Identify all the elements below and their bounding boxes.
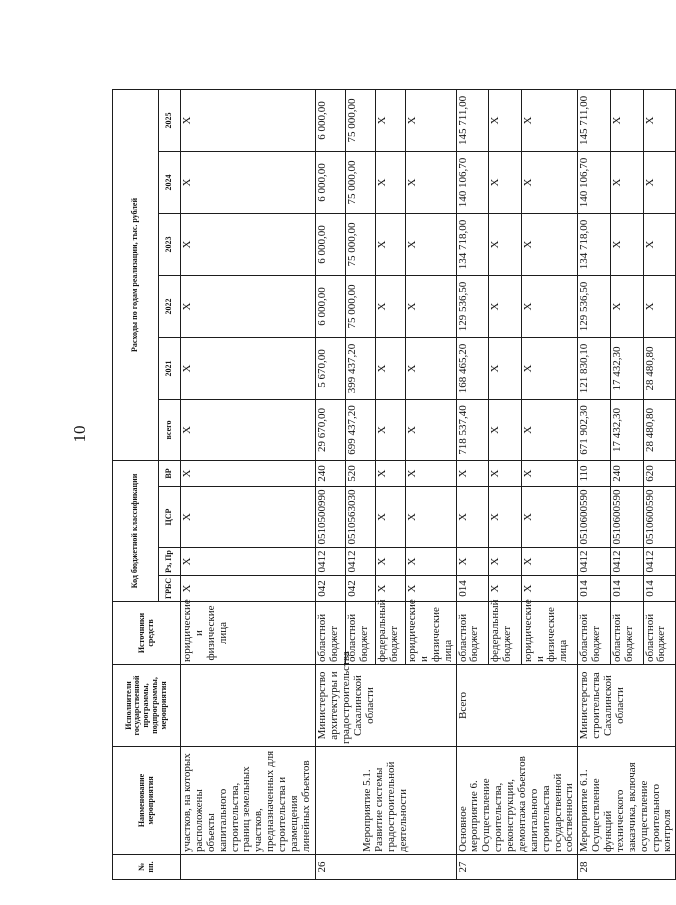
cell-vr: X [181,460,316,486]
cell-csr: 0510563030 [346,487,376,548]
row-source: областной бюджет [578,602,611,665]
cell-total: 671 902,30 [578,399,611,460]
cell-2023: 134 718,00 [456,213,489,275]
cell-rzpr: X [406,548,457,576]
header-2024: 2024 [159,151,181,213]
cell-csr: 0510600590 [643,487,676,548]
cell-csr: X [406,487,457,548]
cell-vr: 240 [610,460,643,486]
cell-2024: X [643,151,676,213]
cell-2025: X [376,89,406,151]
cell-rzpr: 0412 [316,548,346,576]
header-kbk: Код бюджетной классификации [113,460,159,601]
cell-2025: X [610,89,643,151]
row-source: областной бюджет [456,602,489,665]
row-source: юридические и физические лица [521,602,578,665]
cell-2022: X [489,275,522,337]
cell-rzpr: X [456,548,489,576]
cell-2022: X [376,275,406,337]
cell-2022: X [181,275,316,337]
table-row [181,19,316,879]
header-2025: 2025 [159,89,181,151]
header-num: № пп. [113,855,181,880]
cell-total: 718 537,40 [456,399,489,460]
cell-2024: X [406,151,457,213]
cell-2023: X [521,213,578,275]
cell-2024: X [610,151,643,213]
cell-total: X [406,399,457,460]
cell-2023: X [406,213,457,275]
cell-2025: 145 711,00 [456,89,489,151]
cell-grbs: 014 [456,576,489,602]
cell-2025: X [489,89,522,151]
row-source: областной бюджет [643,602,676,665]
cell-vr: 110 [578,460,611,486]
cell-csr: X [489,487,522,548]
cell-2024: 75 000,00 [346,151,376,213]
header-2021: 2021 [159,337,181,399]
header-expenses: Расходы по годам реализации, тыс. рублей [113,89,159,460]
row-num: 26 [316,855,457,880]
row-executor: Всего [456,665,578,747]
cell-2024: X [489,151,522,213]
row-name: Основное мероприятие 6. Осуществление строительства, реконструкции, демонтажа объектов капитального строительства государственной собственности [456,747,578,855]
cell-grbs: X [376,576,406,602]
row-executor: Министерство архитектуры и градостроительства Сахалинской области [316,665,457,747]
row-source: областной бюджет [610,602,643,665]
cell-csr: X [181,487,316,548]
cell-2021: X [489,337,522,399]
cell-rzpr: X [521,548,578,576]
cell-vr: 240 [316,460,346,486]
cell-total: 699 437,20 [346,399,376,460]
cell-total: X [489,399,522,460]
cell-2024: X [181,151,316,213]
cell-vr: X [406,460,457,486]
cell-2021: 399 437,20 [346,337,376,399]
cell-vr: 620 [643,460,676,486]
cell-2021: 28 480,80 [643,337,676,399]
cell-total: 29 670,00 [316,399,346,460]
cell-rzpr: 0412 [346,548,376,576]
cell-2022: 129 536,50 [578,275,611,337]
cell-rzpr: 0412 [643,548,676,576]
cell-2025: 145 711,00 [578,89,611,151]
header-total: всего [159,399,181,460]
cell-grbs: 014 [610,576,643,602]
cell-2024: X [376,151,406,213]
cell-2023: 75 000,00 [346,213,376,275]
cell-csr: 0510600590 [610,487,643,548]
cell-2023: X [181,213,316,275]
header-rzpr: Рз, Пр [159,548,181,576]
cell-2022: X [406,275,457,337]
cell-grbs: X [181,576,316,602]
cell-2021: 17 432,30 [610,337,643,399]
row-source: областной бюджет [316,602,346,665]
cell-2021: X [406,337,457,399]
cell-rzpr: 0412 [610,548,643,576]
cell-csr: X [521,487,578,548]
cell-2025: X [406,89,457,151]
row-num: 27 [456,855,578,880]
cell-2025: 75 000,00 [346,89,376,151]
cell-2023: 134 718,00 [578,213,611,275]
cell-2022: X [610,275,643,337]
row-num [181,855,316,880]
cell-2023: 6 000,00 [316,213,346,275]
cell-2022: 129 536,50 [456,275,489,337]
cell-vr: X [521,460,578,486]
cell-rzpr: X [376,548,406,576]
cell-grbs: X [521,576,578,602]
row-source: областной бюджет [346,602,376,665]
cell-grbs: 014 [643,576,676,602]
cell-2023: X [610,213,643,275]
row-name: участков, на которых расположены объекты капитального строительства, границ земельных участков, предназначенных для строительства и размещения линейных объектов [181,747,316,855]
page-number: 10 [70,425,89,443]
cell-vr: 520 [346,460,376,486]
header-source: Источники средств [113,602,181,665]
cell-2024: 6 000,00 [316,151,346,213]
header-row-1 [113,19,159,879]
header-csr: ЦСР [159,487,181,548]
cell-grbs: 042 [346,576,376,602]
cell-2025: X [181,89,316,151]
cell-grbs: 042 [316,576,346,602]
cell-2024: X [521,151,578,213]
cell-2021: 168 465,20 [456,337,489,399]
cell-grbs: X [406,576,457,602]
cell-rzpr: X [181,548,316,576]
row-num: 28 [578,855,676,880]
cell-2022: 6 000,00 [316,275,346,337]
header-executor: Исполнители государственной программы, подпрограммы, мероприятия [113,665,181,747]
budget-table [112,19,676,880]
cell-2025: 6 000,00 [316,89,346,151]
cell-grbs: X [489,576,522,602]
header-grbs: ГРБС [159,576,181,602]
cell-2022: X [521,275,578,337]
cell-vr: X [376,460,406,486]
cell-vr: X [456,460,489,486]
cell-2025: X [521,89,578,151]
cell-2021: 5 670,00 [316,337,346,399]
cell-2021: X [521,337,578,399]
cell-csr: X [376,487,406,548]
row-name: Мероприятие 6.1. Осуществление функций технического заказчика, включая осуществление строительного контроля [578,747,676,855]
cell-csr: 0510600590 [578,487,611,548]
cell-2021: 121 830,10 [578,337,611,399]
cell-2024: 140 106,70 [578,151,611,213]
cell-csr: X [456,487,489,548]
cell-2023: X [643,213,676,275]
row-source: юридические и физические лица [406,602,457,665]
cell-2022: X [643,275,676,337]
cell-csr: 0510500990 [316,487,346,548]
cell-2024: 140 106,70 [456,151,489,213]
table-row [316,19,346,879]
cell-rzpr: 0412 [578,548,611,576]
header-vr: ВР [159,460,181,486]
cell-2022: 75 000,00 [346,275,376,337]
cell-2021: X [181,337,316,399]
table-row [456,19,489,879]
row-source: федеральный бюджет [376,602,406,665]
row-name: Мероприятие 5.1. Развитие системы градостроительной деятельности [316,747,457,855]
header-name: Наименование мероприятия [113,747,181,855]
row-executor [181,665,316,747]
cell-vr: X [489,460,522,486]
cell-total: X [376,399,406,460]
cell-2023: X [489,213,522,275]
cell-2025: X [643,89,676,151]
cell-total: 28 480,80 [643,399,676,460]
row-source: юридические и физические лица [181,602,316,665]
cell-rzpr: X [489,548,522,576]
row-executor: Министерство строительства Сахалинской области [578,665,676,747]
header-2023: 2023 [159,213,181,275]
cell-grbs: 014 [578,576,611,602]
header-2022: 2022 [159,275,181,337]
cell-2023: X [376,213,406,275]
table-row [578,19,611,879]
cell-total: X [521,399,578,460]
cell-2021: X [376,337,406,399]
budget-table-rotated [112,20,674,880]
row-source: федеральный бюджет [489,602,522,665]
cell-total: 17 432,30 [610,399,643,460]
cell-total: X [181,399,316,460]
